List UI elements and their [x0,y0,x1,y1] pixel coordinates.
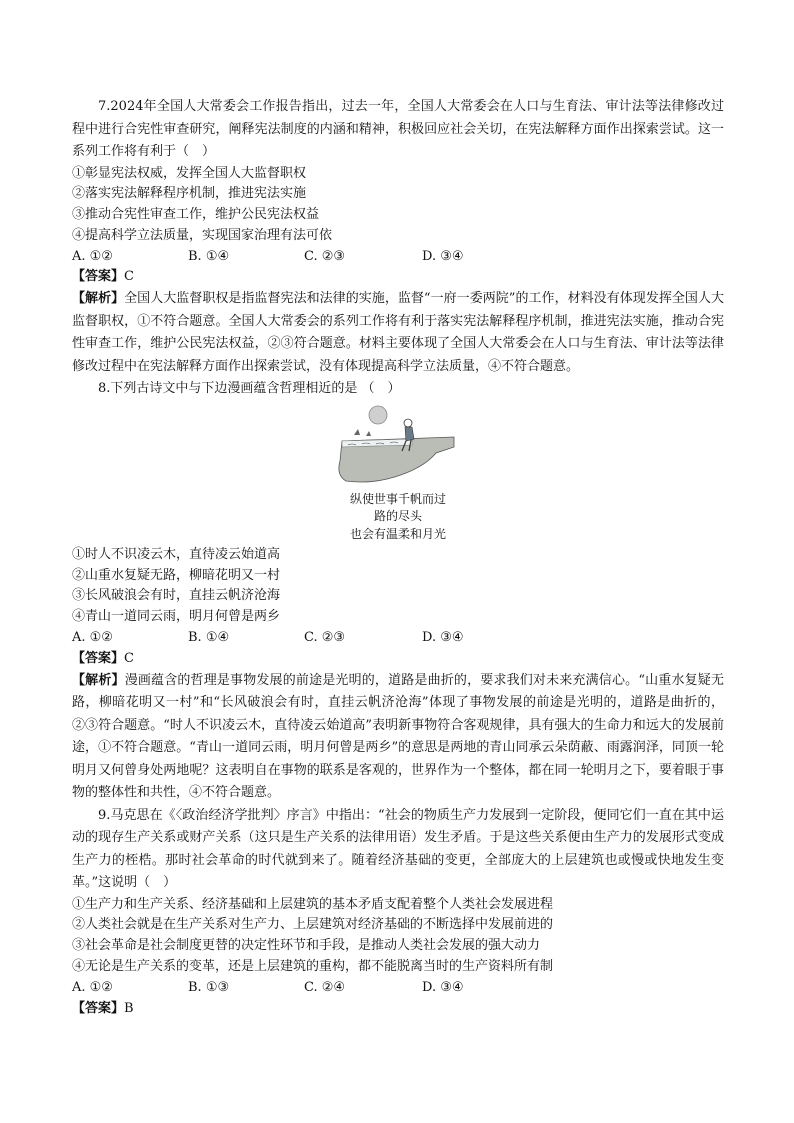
comic-caption-2: 路的尽头 [373,509,422,524]
q8-analysis-text: 漫画蕴含的哲理是事物发展的前途是光明的，道路是曲折的，要求我们对未来充满信心。“山重水复疑无路，柳暗花明又一村”和“长风破浪会有时，直挂云帆济沧海”体现了事物发展的前途是光明的，道路是曲折的，②③符合题意。“时人不识凌云木，直待凌云始道高”表明新事物符合客观规律，具有强大的生命力和远大的发展前途，①不符合题意。“青山一道同云雨，明月何曾是两乡”的意思是两地的青山同承云朵荫蔽、雨露润泽，同顶一轮明月又何曾身处两地呢？这表明自在事物的联系是客观的，世界作为一个整体，都在同一轮明月之下，要着眼于事物的整体性和共性，④不符合题意。 [72,672,724,801]
q9-choice-d: D. ③④ [422,979,464,995]
q8-analysis [72,670,724,805]
q8-answer [72,649,724,670]
q8-choice-c: C. ②③ [304,629,346,645]
q9-answer-label: 【答案】 [72,1000,125,1016]
q7-answer [72,267,724,288]
q8-option-3: ③长风破浪会有时，直挂云帆济沧海 [72,588,281,604]
q7-choice-d: D. ③④ [422,248,464,264]
q7-analysis-text: 全国人大监督职权是指监督宪法和法律的实施，监督“一府一委两院”的工作，材料没有体现发挥全国人大监督职权，①不符合题意。全国人大常委会的系列工作将有利于落实宪法解释程序机制，推进宪法实施，推动合宪性审查工作，维护公民宪法权益，②③符合题意。材料主要体现了全国人大常委会在人口与生育法、审计法等法律修改过程中在宪法解释方面作出探索尝试，没有体现提高科学立法质量，④不符合题意。 [72,291,724,374]
q7-choice-c: C. ②③ [304,248,346,264]
q8-answer-value: C [124,650,134,666]
q8-choice-a: A. ①② [72,629,113,645]
q7-option-2: ②落实宪法解释程序机制，推进宪法实施 [72,186,307,202]
q9-stem: 9.马克思在《〈政治经济学批判〉序言》中指出：“社会的物质生产力发展到一定阶段，便同它们一直在其中运动的现存生产关系或财产关系（这只是生产关系的法律用语）发生矛盾。于是这些关系便由生产力的发展形式变成生产力的桎梏。那时社会革命的时代就到来了。随着经济基础的变更，全部庞大的上层建筑也或慢或快地发生变革。”这说明（ ） [72,807,724,891]
q9-option-2: ②人类社会就是在生产关系对生产力、上层建筑对经济基础的不断选择中发展前进的 [72,917,554,933]
moon-icon [369,406,387,424]
comic-figure [72,405,724,543]
q8-choice-b: B. ①④ [188,629,230,645]
q7-stem: 7.2024年全国人大常委会工作报告指出，过去一年，全国人大常委会在人口与生育法、审计法等法律修改过程中进行合宪性审查研究，阐释宪法制度的内涵和精神，积极回应社会关切，在宪法解释方面作出探索尝试。这一系列工作将有利于（ ） [72,99,724,159]
q8-option-2: ②山重水复疑无路，柳暗花明又一村 [72,567,281,583]
q8-choice-d: D. ③④ [422,629,464,645]
q7-choice-b: B. ①④ [188,248,230,264]
q9-choices [72,978,724,999]
q8-answer-label: 【答案】 [72,650,125,666]
person-head-icon [404,419,412,427]
q7-choice-a: A. ①② [72,248,113,264]
q8-stem: 8.下列古诗文中与下边漫画蕴含哲理相近的是 （ ） [98,381,401,397]
q7-option-4: ④提高科学立法质量，实现国家治理有法可依 [72,227,333,243]
q9-option-3: ③社会革命是社会制度更替的决定性环节和手段，是推动人类社会发展的强大动力 [72,938,541,954]
q8-choices [72,628,724,649]
q7-answer-value: C [124,269,134,285]
person-body-icon [405,427,414,441]
q9-choice-a: A. ①② [72,979,113,995]
q9-choice-b: B. ①③ [188,979,230,995]
q9-answer [72,999,724,1020]
q9-option-4: ④无论是生产关系的变革，还是上层建筑的重构，都不能脱离当时的生产资料所有制 [72,958,554,974]
sail-icon [354,429,371,436]
q9-option-1: ①生产力和生产关系、经济基础和上层建筑的基本矛盾支配着整个人类社会发展进程 [72,896,554,912]
comic-caption-3: 也会有温柔和月光 [349,526,446,541]
q9-choice-c: C. ②④ [304,979,346,995]
q8-analysis-label: 【解析】 [72,672,125,688]
q8-option-4: ④青山一道同云雨，明月何曾是两乡 [72,609,281,625]
q7-choices [72,247,724,268]
q7-analysis-label: 【解析】 [72,291,125,307]
q7-option-1: ①彰显宪法权威，发挥全国人大监督职权 [72,165,307,181]
q8-option-1: ①时人不识凌云木，直待凌云始道高 [72,546,281,562]
comic-caption-1: 纵使世事千帆而过 [349,491,446,506]
q7-answer-label: 【答案】 [72,269,125,285]
q7-analysis [72,288,724,378]
comic-illustration [336,405,460,491]
q7-option-3: ③推动合宪性审查工作，维护公民宪法权益 [72,207,320,223]
document-page [72,96,724,1019]
q9-answer-value: B [124,1000,134,1016]
